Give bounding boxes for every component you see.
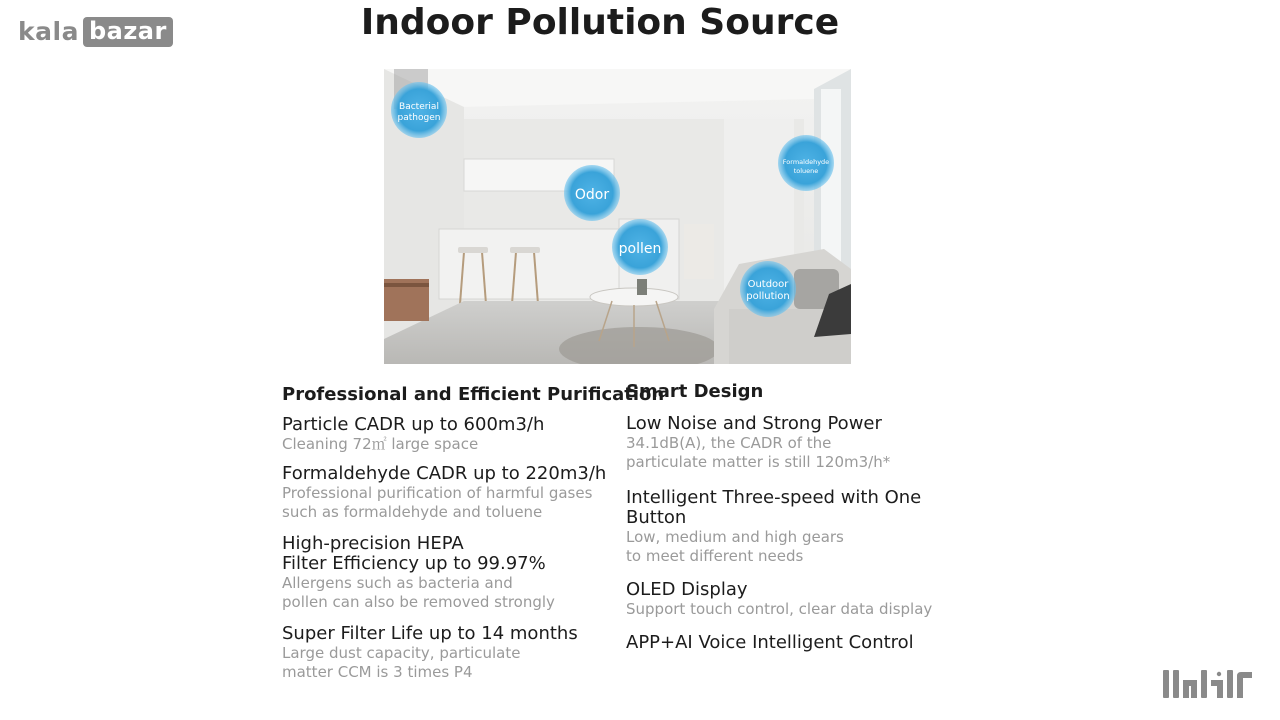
feature-title: High-precision HEPA Filter Efficiency up to 99.97% <box>282 533 546 574</box>
label-outdoor-line1: Outdoor <box>747 279 789 290</box>
smart-design-heading: Smart Design <box>626 381 764 402</box>
feature-desc: Low, medium and high gears to meet different needs <box>626 528 844 565</box>
purification-column <box>282 383 665 682</box>
feature-title: Particle CADR up to 600m3/h <box>282 414 545 435</box>
logo-kala-text: kala <box>18 17 79 46</box>
feature-item <box>626 488 986 566</box>
feature-item <box>282 624 612 682</box>
label-outdoor-line2: pollution <box>746 291 790 302</box>
feature-item <box>282 534 612 612</box>
label-formaldehyde-line1: Formaldehyde <box>782 158 830 166</box>
feature-desc: Cleaning 72㎡ large space <box>282 435 479 453</box>
label-formaldehyde-line2: toluene <box>793 167 819 175</box>
feature-title: Low Noise and Strong Power <box>626 413 882 434</box>
feature-title: Super Filter Life up to 14 months <box>282 623 578 644</box>
feature-item <box>626 414 986 472</box>
feature-desc: Allergens such as bacteria and pollen can also be removed strongly <box>282 574 555 611</box>
feature-title: Formaldehyde CADR up to 220m3/h <box>282 463 607 484</box>
feature-desc: Support touch control, clear data display <box>626 600 933 618</box>
page-title: Indoor Pollution Source <box>360 2 840 43</box>
feature-title: Intelligent Three-speed with One Button <box>626 487 922 528</box>
feature-item <box>626 580 986 619</box>
logo-bazar-text: bazar <box>83 17 173 47</box>
feature-desc: Professional purification of harmful gases such as formaldehyde and toluene <box>282 484 593 521</box>
label-bacterial-line1: Bacterial <box>399 102 439 112</box>
room-photo <box>384 69 851 364</box>
kalabazar-logo <box>18 17 173 47</box>
smart-design-column <box>626 380 986 653</box>
kalabazar-persian-logo <box>1161 666 1256 702</box>
feature-title: APP+AI Voice Intelligent Control <box>626 632 914 653</box>
purification-heading: Professional and Efficient Purification <box>282 384 665 405</box>
feature-item <box>626 633 986 653</box>
feature-title: OLED Display <box>626 579 748 600</box>
label-bacterial-line2: pathogen <box>397 113 441 123</box>
feature-desc: Large dust capacity, particulate matter CCM is 3 times P4 <box>282 644 521 681</box>
feature-desc: 34.1dB(A), the CADR of the particulate matter is still 120m3/h* <box>626 434 891 471</box>
label-pollen: pollen <box>618 241 662 257</box>
label-odor: Odor <box>574 187 610 203</box>
feature-item <box>282 415 612 454</box>
feature-item <box>282 464 612 522</box>
